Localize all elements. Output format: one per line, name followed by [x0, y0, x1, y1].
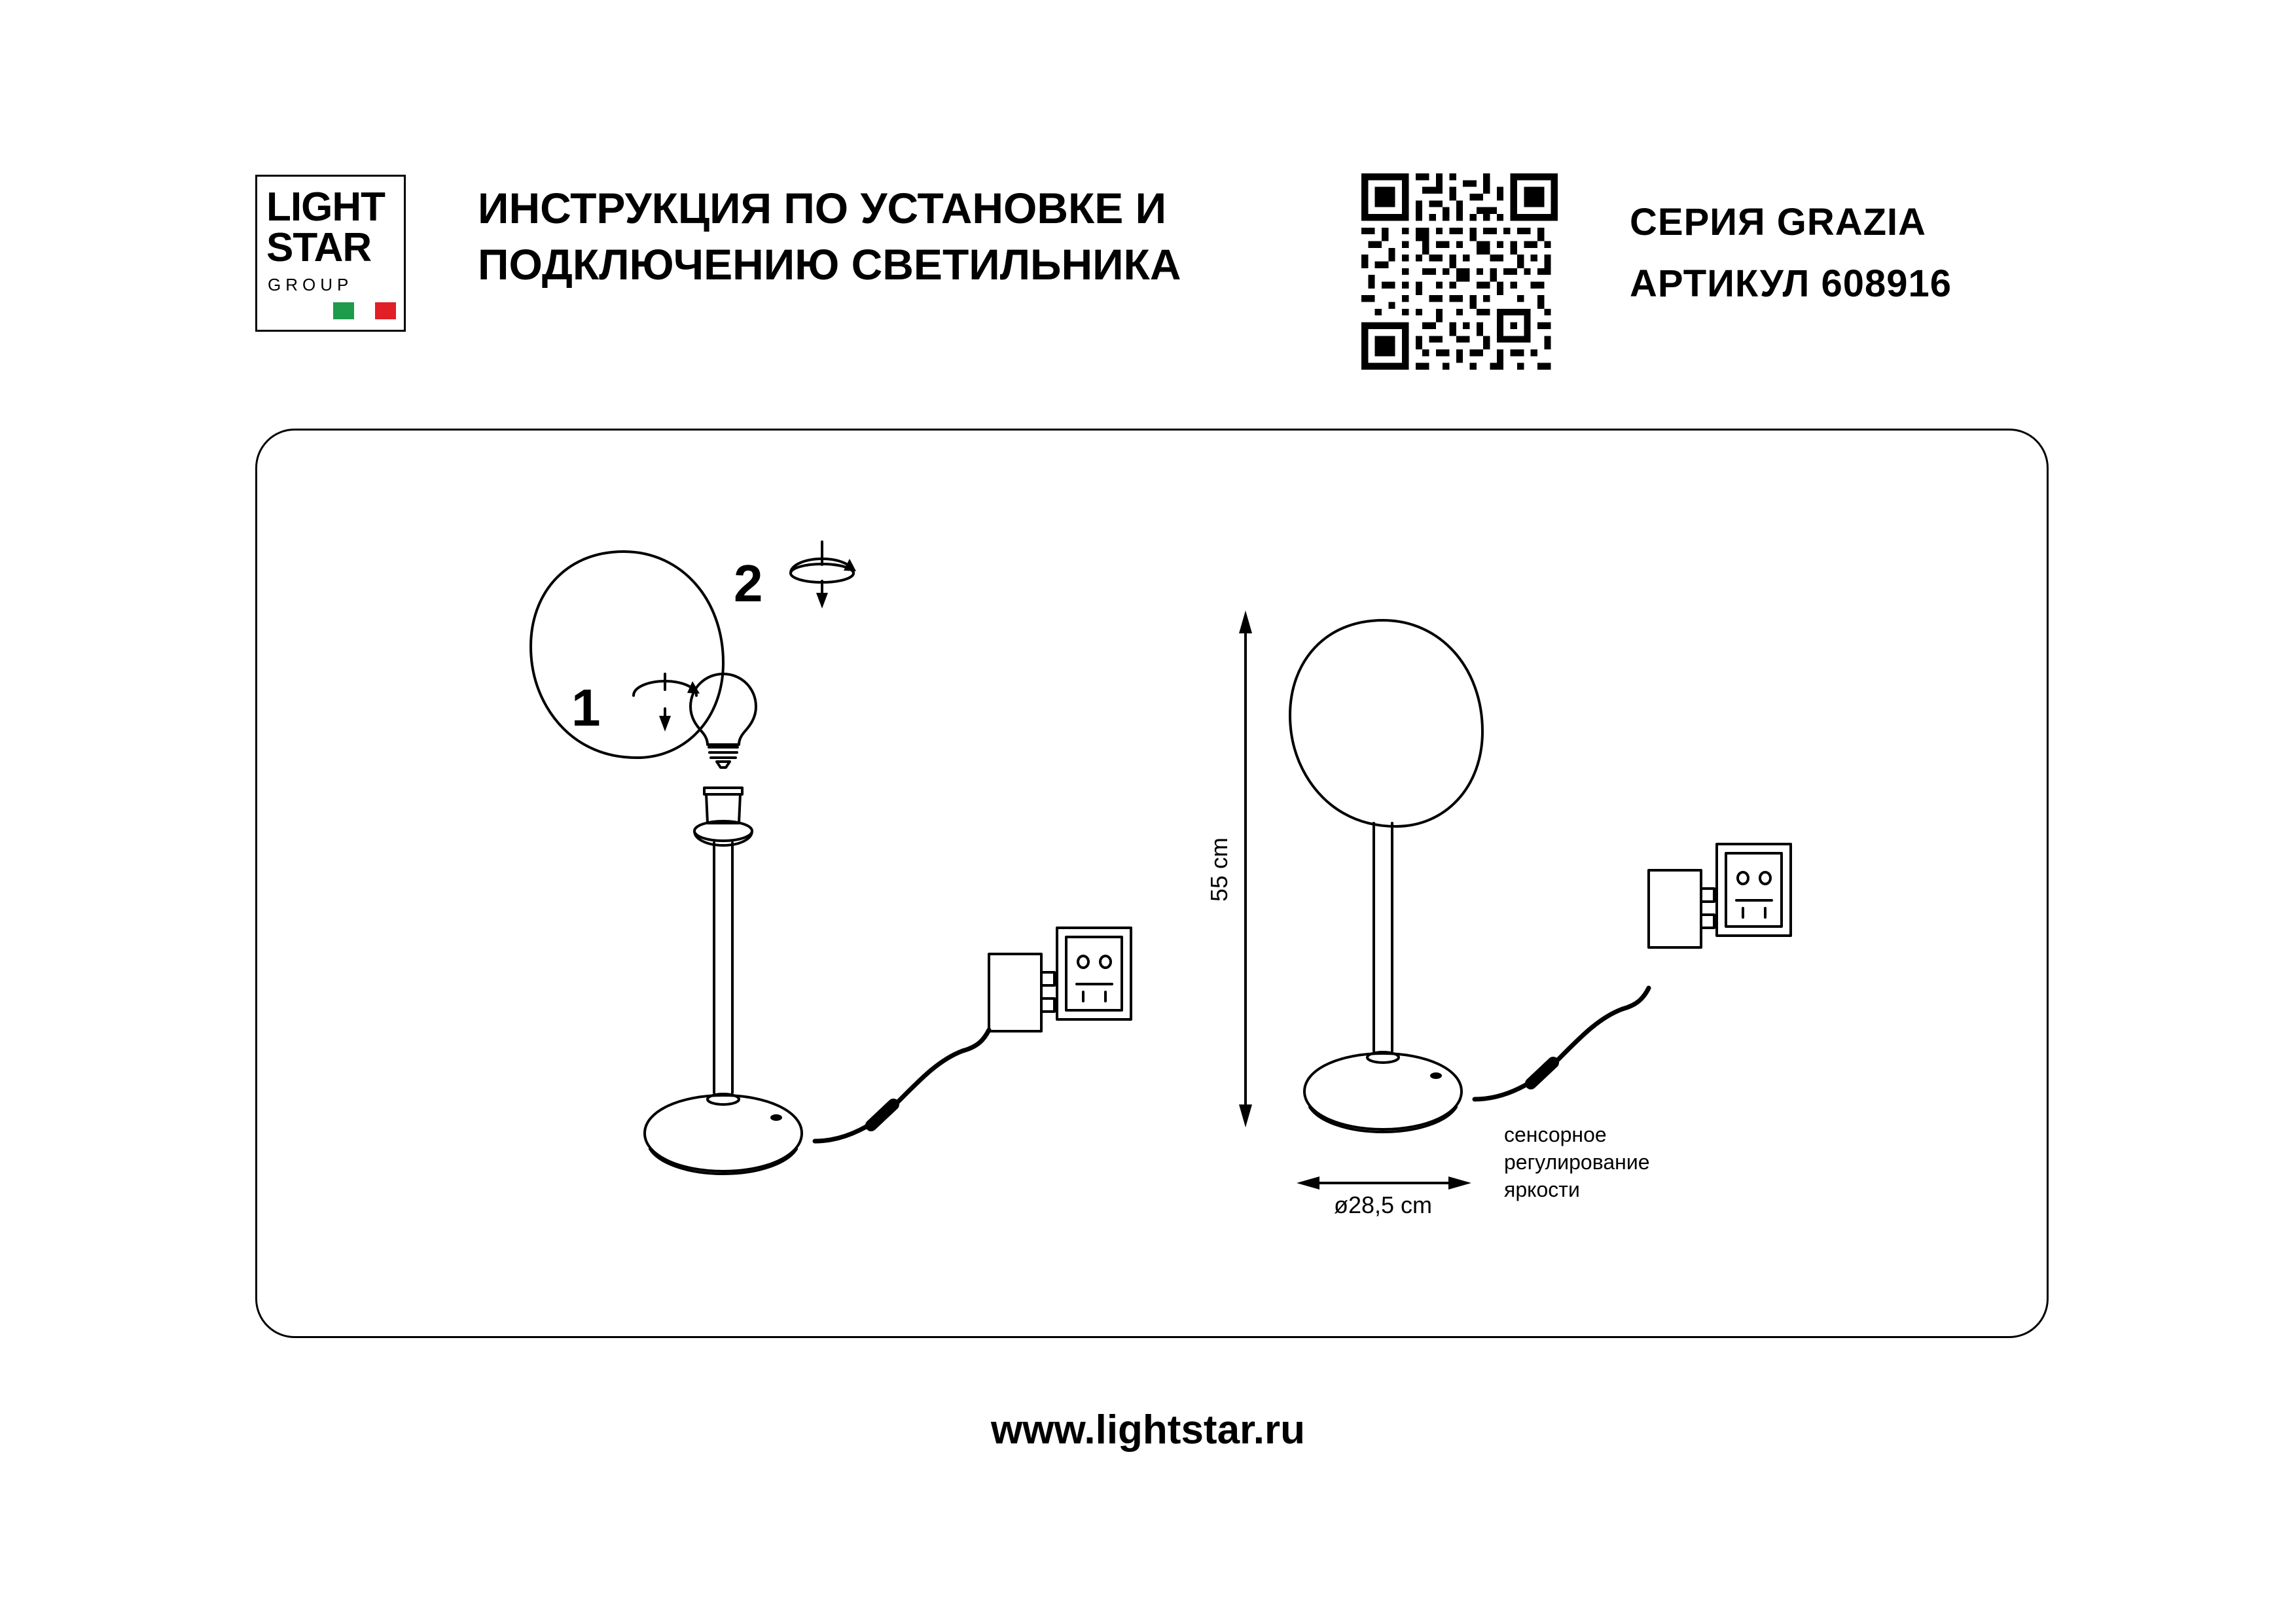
lamp-base — [645, 1094, 802, 1174]
footer — [0, 1407, 2296, 1453]
lamp-stem — [714, 843, 732, 1093]
assembled-adapter — [1649, 870, 1714, 947]
touch-dimmer-note-line-2: регулирование — [1504, 1150, 1650, 1174]
step-1-label: 1 — [571, 679, 601, 737]
page-title — [478, 180, 1302, 292]
logo-line-1: LIGHT — [266, 185, 385, 230]
logo-wordmark — [266, 187, 385, 268]
touch-dimmer-note — [1504, 1121, 1649, 1203]
step2-rotation-symbol — [791, 542, 856, 609]
power-cable — [815, 1030, 989, 1141]
diameter-dimension — [1297, 1176, 1471, 1190]
lamp-socket — [694, 788, 752, 845]
logo-group-label: GROUP — [268, 275, 353, 294]
touch-dimmer-spot — [770, 1114, 782, 1121]
header — [255, 167, 2049, 330]
touch-dimmer-note-line-3: яркости — [1504, 1178, 1580, 1201]
series-label: СЕРИЯ GRAZIA — [1630, 201, 1927, 243]
page-title-line-1: ИНСТРУКЦИЯ ПО УСТАНОВКЕ И — [478, 184, 1167, 232]
brand-logo — [255, 175, 406, 332]
touch-dimmer-note-line-1: сенсорное — [1504, 1123, 1607, 1146]
logo-line-2: STAR — [266, 225, 372, 270]
page-title-line-2: ПОДКЛЮЧЕНИЮ СВЕТИЛЬНИКА — [478, 240, 1181, 289]
instruction-panel — [255, 429, 2049, 1338]
assembly-drawing — [257, 431, 2051, 1340]
glass-globe-shade — [531, 552, 723, 758]
step-2-label: 2 — [734, 554, 763, 612]
website-url: www.lightstar.ru — [991, 1407, 1305, 1453]
wall-outlet — [1057, 928, 1131, 1019]
article-label: АРТИКУЛ 608916 — [1630, 262, 1952, 305]
qr-code-icon — [1361, 173, 1558, 370]
assembled-wall-outlet — [1717, 844, 1791, 936]
product-info — [1630, 192, 1952, 315]
assembled-base — [1304, 1052, 1462, 1132]
assembled-cable — [1475, 988, 1649, 1099]
height-dimension-label: 55 cm — [1206, 837, 1232, 902]
light-bulb — [691, 674, 756, 768]
diameter-dimension-label: ø28,5 cm — [1334, 1192, 1433, 1218]
height-dimension — [1239, 610, 1252, 1127]
power-adapter — [989, 954, 1054, 1031]
assembled-stem — [1374, 823, 1392, 1051]
assembled-globe-shade — [1290, 620, 1482, 826]
italy-flag-icon — [333, 302, 396, 319]
